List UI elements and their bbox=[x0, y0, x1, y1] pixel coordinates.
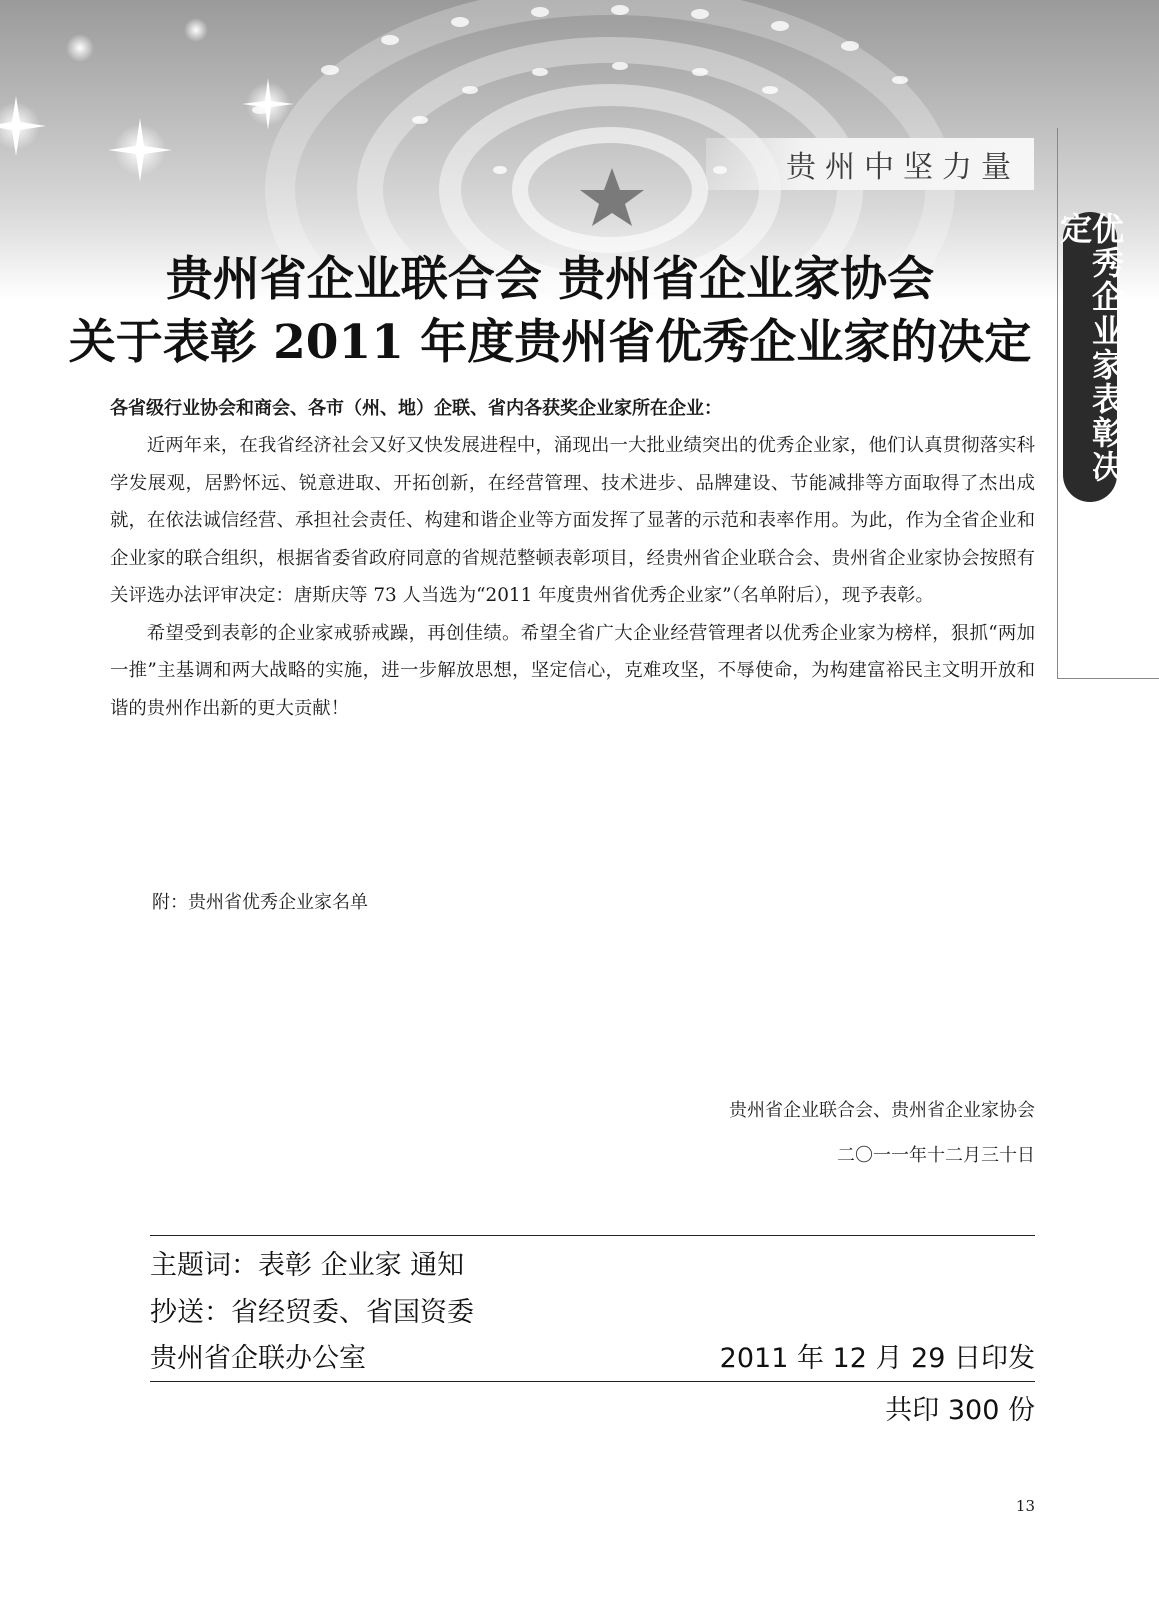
body-text bbox=[110, 427, 1035, 727]
page-number: 13 bbox=[1015, 1497, 1035, 1515]
salutation: 各省级行业协会和商会、各市（州、地）企联、省内各获奖企业家所在企业： bbox=[110, 398, 722, 419]
paragraph-2: 希望受到表彰的企业家戒骄戒躁，再创佳绩。希望全省广大企业经营管理者以优秀企业家为榜样，狠抓“两加一推”主基调和两大战略的实施，进一步解放思想，坚定信心，克难攻坚，不辱使命，为构建富裕民主文明开放和谐的贵州作出新的更大贡献！ bbox=[110, 622, 1035, 719]
footer-rule-bottom bbox=[150, 1381, 1035, 1382]
signature-org: 贵州省企业联合会、贵州省企业家协会 bbox=[729, 1100, 1035, 1121]
footer-cc: 抄送：省经贸委、省国资委 bbox=[150, 1297, 474, 1328]
footer-issue-date: 2011 年 12 月 29 日印发 bbox=[719, 1343, 1035, 1374]
star-icon bbox=[580, 168, 644, 226]
title-line-1: 贵州省企业联合会 贵州省企业家协会 bbox=[165, 252, 935, 307]
paragraph-1: 近两年来，在我省经济社会又好又快发展进程中，涌现出一大批业绩突出的优秀企业家，他们认真贯彻落实科学发展观，居黔怀远、锐意进取、开拓创新，在经营管理、技术进步、品牌建设、节能减排等方面取得了杰出成就，在依法诚信经营、承担社会责任、构建和谐企业等方面发挥了显著的示范和表率作用。为此，作为全省企业和企业家的联合组织，根据省委省政府同意的省规范整顿表彰项目，经贵州省企业联合会、贵州省企业家协会按照有关评选办法评审决定：唐斯庆等 73 人当选为“2011 年度贵州省优秀企业家”（名单附后），现予表彰。 bbox=[110, 435, 1035, 606]
footer-office: 贵州省企联办公室 bbox=[150, 1343, 366, 1374]
sparkle-icons bbox=[0, 18, 294, 182]
side-tab-label: 优秀企业家表彰决定 bbox=[1055, 212, 1125, 484]
footer-keywords: 主题词：表彰 企业家 通知 bbox=[150, 1250, 465, 1281]
side-tab bbox=[1055, 212, 1125, 502]
signature-date: 二〇一一年十二月三十日 bbox=[837, 1145, 1035, 1166]
document-title bbox=[60, 248, 1040, 374]
title-line-2: 关于表彰 2011 年度贵州省优秀企业家的决定 bbox=[68, 315, 1032, 370]
section-tag: 贵州中坚力量 bbox=[706, 138, 1034, 190]
footer-copies: 共印 300 份 bbox=[885, 1395, 1035, 1426]
footer-rule-top bbox=[150, 1235, 1035, 1236]
attachment-note: 附：贵州省优秀企业家名单 bbox=[152, 892, 368, 913]
